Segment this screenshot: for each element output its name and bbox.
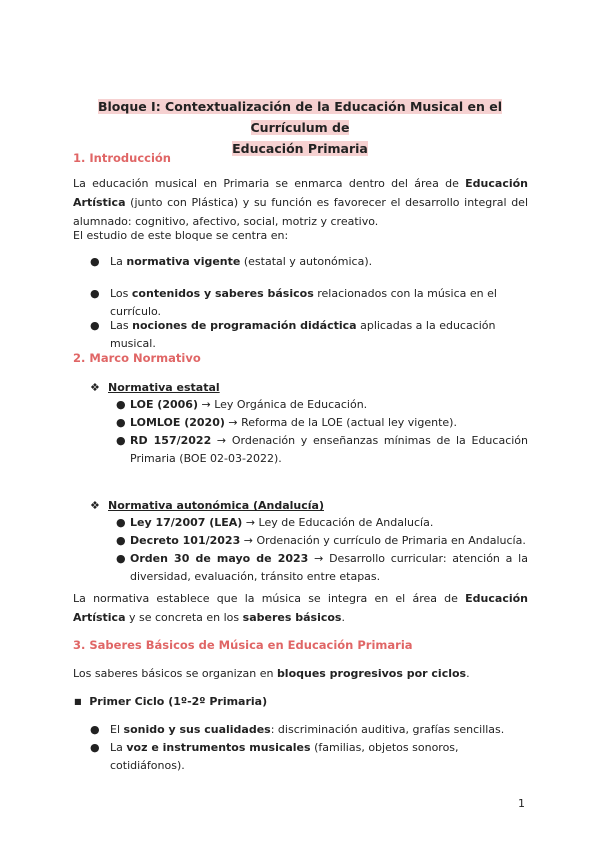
intro-focus-line: El estudio de este bloque se centra en: — [73, 229, 289, 242]
list-item: ● Decreto 101/2023 → Ordenación y currículo de Primaria en Andalucía. — [116, 534, 526, 547]
normativa-estatal-label: ❖ Normativa estatal — [108, 379, 220, 397]
list-item: ● RD 157/2022 → Ordenación y enseñanzas mínimas de la Educación Primaria (BOE 02-03-2022). — [116, 434, 528, 465]
page-number: 1 — [518, 797, 525, 810]
list-item: ● Orden 30 de mayo de 2023 → Desarrollo curricular: atención a la diversidad, evaluación, tránsito entre etapas. — [116, 552, 528, 583]
normativa-autonomica-label: ❖ Normativa autonómica (Andalucía) — [108, 497, 324, 515]
list-item: ● LOMLOE (2020) → Reforma de la LOE (actual ley vigente). — [116, 416, 457, 429]
saberes-intro: Los saberes básicos se organizan en bloques progresivos por ciclos. — [73, 667, 470, 680]
diamond-bullet-icon: ❖ — [90, 381, 100, 394]
normativa-closing-paragraph: La normativa establece que la música se integra en el área de Educación Artística y se concreta en los saberes básicos. — [73, 592, 528, 624]
cycle-heading: ■ Primer Ciclo (1º-2º Primaria) — [74, 695, 268, 708]
section-heading-saberes-basicos: 3. Saberes Básicos de Música en Educación Primaria — [73, 638, 413, 652]
section-heading-introduccion: 1. Introducción — [73, 151, 171, 165]
document-page: Bloque I: Contextualización de la Educación Musical en el Currículum de Educación Primaria 1. Introducción La educación musical en Primaria se enmarca dentro del área de Educación Artística (junto con Plástica) y su función es favorecer el desarrollo integral del alumnado: cognitivo, afectivo, social, motriz y creativo. El estudio de este bloque se centra en: ● La normativa vigente (estatal y autonómica). ● Los contenidos y saberes básicos relacionados con la música en el currículo. ● Las nociones de programación didáctica aplicadas a la educación musical. 2. Marco Normativo ❖ Normativa estatal ● LOE (2006) → Ley Orgánica de Educación. ● LOMLOE (2020) → Reforma de la LOE (actual ley vigente). ● RD 157/2022 → Ordenación y enseñanzas mínimas de la Educación Primaria (BOE 02-03-2022). ❖ Normativa autonómica (Andalucía) ● Ley 17/2007 (LEA) → Ley de Educación de Andalucía. ● Decreto 101/2023 → Ordenación y currículo de Primaria en Andalucía. ● Orden 30 de mayo de 2023 → Desarrollo curricular: atención a la diversidad, evaluación, tránsito entre etapas. La normativa establece que la música se integra en el área de Educación Artística y se concreta en los saberes básicos. 3. Saberes Básicos de Música en Educación Primaria Los saberes básicos se organizan en bloques progresivos por ciclos. ■ Primer Ciclo (1º-2º Primaria) ● El sonido y sus cualidades: discriminación auditiva, grafías sencillas. ● La voz e instrumentos musicales (familias, objetos sonoros, cotidiáfonos). 1 — [0, 0, 600, 848]
section-heading-marco-normativo: 2. Marco Normativo — [73, 351, 201, 365]
list-item: ● LOE (2006) → Ley Orgánica de Educación. — [116, 398, 368, 411]
diamond-bullet-icon: ❖ — [90, 499, 100, 512]
square-bullet-icon: ■ — [74, 697, 82, 706]
intro-paragraph: La educación musical en Primaria se enmarca dentro del área de Educación Artística (junto con Plástica) y su función es favorecer el desarrollo integral del alumnado: cognitivo, afectivo, social, motriz y creativo. — [73, 177, 528, 228]
document-title: Bloque I: Contextualización de la Educación Musical en el Currículum de Educación Primaria — [97, 99, 503, 156]
list-item: ● Ley 17/2007 (LEA) → Ley de Educación de Andalucía. — [116, 516, 434, 529]
